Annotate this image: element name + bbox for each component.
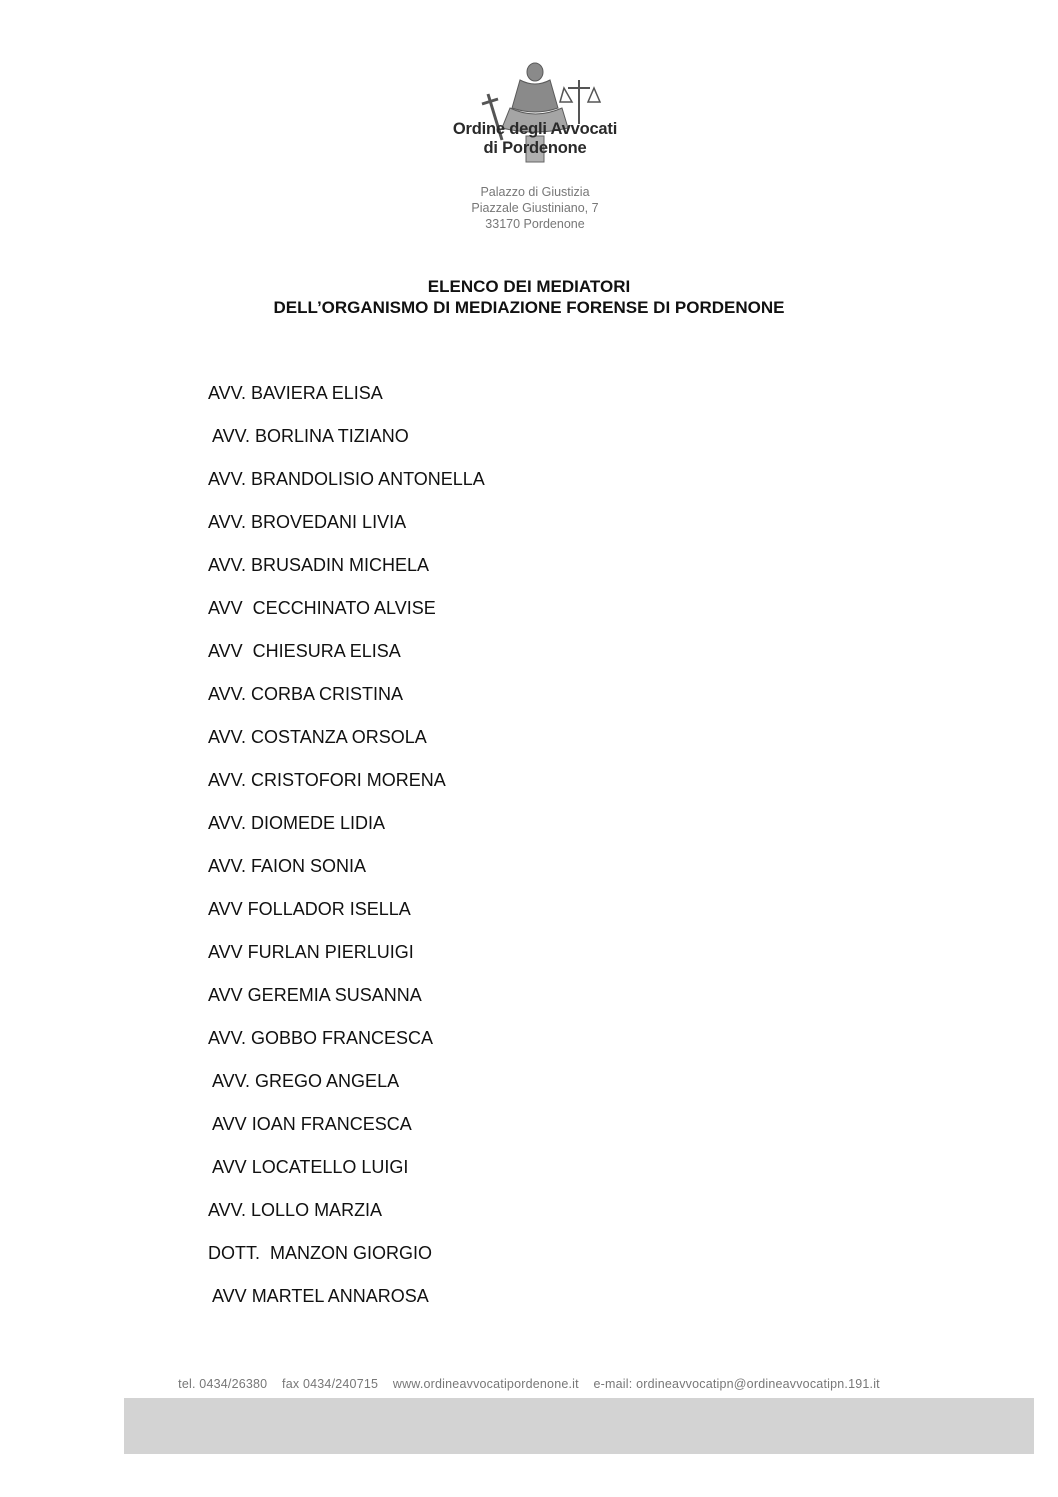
list-item: AVV. GREGO ANGELA bbox=[208, 1071, 400, 1091]
list-item: AVV. DIOMEDE LIDIA bbox=[208, 813, 386, 833]
list-item: AVV FURLAN PIERLUIGI bbox=[208, 942, 414, 962]
footer-band bbox=[124, 1398, 1034, 1454]
title-line-1: ELENCO DEI MEDIATORI bbox=[427, 277, 631, 296]
list-item: AVV. GOBBO FRANCESCA bbox=[208, 1028, 434, 1048]
mediators-list bbox=[208, 381, 908, 1327]
list-item: AVV FOLLADOR ISELLA bbox=[208, 899, 411, 919]
list-item: DOTT. MANZON GIORGIO bbox=[208, 1243, 432, 1263]
justice-figure-emblem bbox=[440, 58, 630, 178]
list-item: AVV. COSTANZA ORSOLA bbox=[208, 727, 427, 747]
address-block bbox=[440, 184, 630, 232]
list-item: AVV CHIESURA ELISA bbox=[208, 641, 401, 661]
list-item: AVV. BROVEDANI LIVIA bbox=[208, 512, 407, 532]
document-title bbox=[0, 276, 1058, 318]
address-line: Palazzo di Giustizia bbox=[480, 185, 590, 199]
title-line-2: DELL’ORGANISMO DI MEDIAZIONE FORENSE DI PORDENONE bbox=[273, 298, 785, 317]
list-item: AVV MARTEL ANNAROSA bbox=[208, 1286, 429, 1306]
footer-contacts: tel. 0434/26380 fax 0434/240715 www.ordineavvocatipordenone.it e-mail: ordineavvocatipn@ordineavvocatipn.191.it bbox=[178, 1377, 880, 1391]
list-item: AVV. BRUSADIN MICHELA bbox=[208, 555, 430, 575]
list-item: AVV. CORBA CRISTINA bbox=[208, 684, 404, 704]
address-line: Piazzale Giustiniano, 7 bbox=[471, 201, 599, 215]
list-item: AVV GEREMIA SUSANNA bbox=[208, 985, 422, 1005]
list-item: AVV. LOLLO MARZIA bbox=[208, 1200, 383, 1220]
list-item: AVV CECCHINATO ALVISE bbox=[208, 598, 436, 618]
list-item: AVV LOCATELLO LUIGI bbox=[208, 1157, 409, 1177]
list-item: AVV. CRISTOFORI MORENA bbox=[208, 770, 446, 790]
address-line: 33170 Pordenone bbox=[485, 217, 585, 231]
logo-line-2: di Pordenone bbox=[483, 139, 587, 157]
list-item: AVV. FAION SONIA bbox=[208, 856, 367, 876]
list-item: AVV. BORLINA TIZIANO bbox=[208, 426, 409, 446]
logo-name bbox=[450, 120, 620, 158]
list-item: AVV IOAN FRANCESCA bbox=[208, 1114, 412, 1134]
list-item: AVV. BRANDOLISIO ANTONELLA bbox=[208, 469, 485, 489]
logo-line-1: Ordine degli Avvocati bbox=[452, 120, 618, 138]
letterhead-logo bbox=[440, 58, 630, 178]
list-item: AVV. BAVIERA ELISA bbox=[208, 383, 383, 403]
